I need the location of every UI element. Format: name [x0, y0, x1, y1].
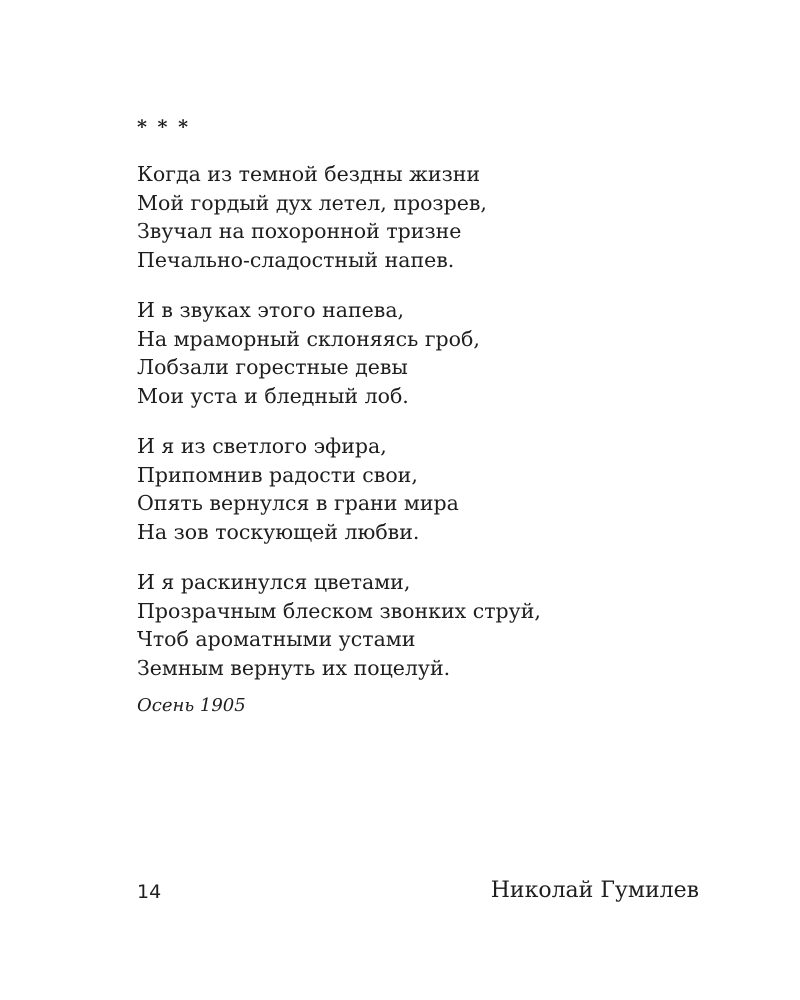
page-footer — [137, 872, 699, 912]
poem — [137, 112, 697, 720]
stanza-4 — [137, 568, 697, 682]
poem-line: Чтоб ароматными устами — [137, 627, 416, 651]
page-number: 14 — [137, 881, 162, 903]
poem-date: Осень 1905 — [137, 695, 246, 716]
poem-line: Опять вернулся в грани мира — [137, 491, 459, 515]
poem-line: Земным вернуть их поцелуй. — [137, 655, 451, 680]
stanza-2 — [137, 296, 697, 410]
poem-line: Лобзали горестные девы — [137, 355, 408, 379]
poem-line: Мой гордый дух летел, прозрев, — [137, 190, 487, 215]
poem-line: И я раскинулся цветами, — [137, 570, 411, 594]
poem-line: На зов тоскующей любви. — [137, 519, 420, 544]
stanza-3 — [137, 432, 697, 546]
poem-line: На мраморный склоняясь гроб, — [137, 326, 480, 351]
poem-separator: * * * — [137, 116, 191, 138]
poem-line: И в звуках этого напева, — [137, 298, 405, 322]
poem-line: Прозрачным блеском звонких струй, — [137, 598, 541, 623]
poem-line: Припомнив радости свои, — [137, 462, 418, 487]
author-name: Николай Гумилев — [490, 878, 699, 903]
poem-line: Мои уста и бледный лоб. — [137, 383, 409, 408]
poem-line: И я из светлого эфира, — [137, 434, 387, 458]
poem-line: Когда из темной бездны жизни — [137, 162, 481, 186]
poem-line: Печально-сладостный напев. — [137, 247, 455, 272]
stanza-1 — [137, 160, 697, 274]
poem-line: Звучал на похоронной тризне — [137, 219, 462, 243]
